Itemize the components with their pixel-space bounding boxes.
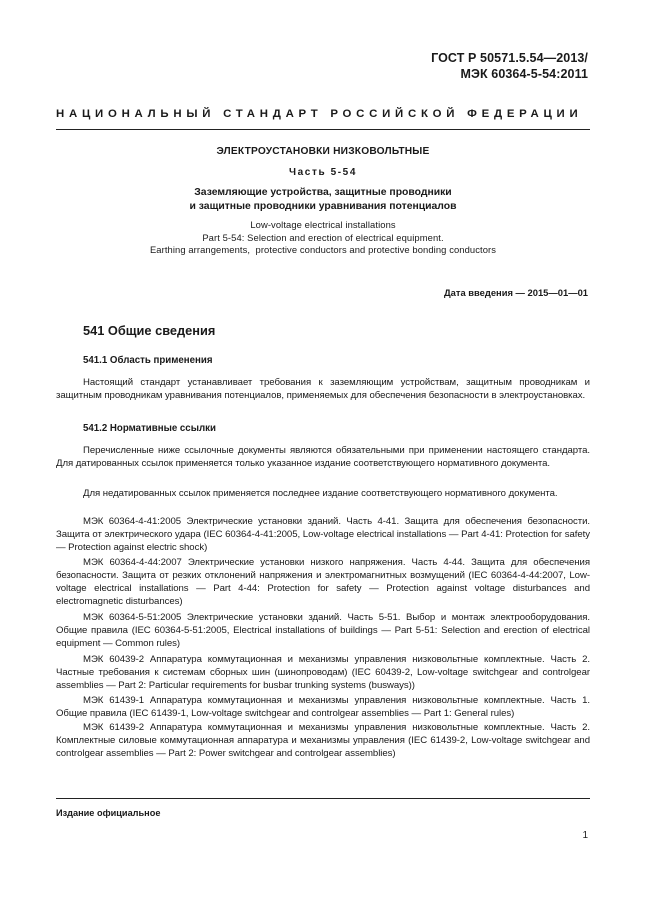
section-heading: 541 Общие сведения — [83, 323, 216, 338]
subtitle-line1: Заземляющие устройства, защитные проводники — [194, 187, 452, 198]
page-number: 1 — [582, 830, 588, 841]
header-divider — [56, 129, 590, 130]
title-main: ЭЛЕКТРОУСТАНОВКИ НИЗКОВОЛЬТНЫЕ — [216, 146, 430, 157]
footer-divider — [56, 798, 590, 799]
paragraph: Для недатированных ссылок применяется последнее издание соответствующего нормативного документа. — [83, 488, 558, 499]
paragraph: МЭК 61439-1 Аппаратура коммутационная и механизмы управления низковольтные комплектные. Часть 1. Общие правила (IEC 61439-1, Low-voltage switchgear and controlgear assemblies — Part 1: General rules) — [56, 695, 590, 720]
edition-label: Издание официальное — [56, 808, 161, 818]
title-part: Часть 5-54 — [289, 167, 357, 178]
title-en-line2: Part 5-54: Selection and erection of electrical equipment. — [202, 231, 444, 243]
paragraph-scope: Настоящий стандарт устанавливает требования к заземляющим устройствам, защитным проводникам и защитным проводникам уравнивания потенциалов, применяемых для обеспечения безопасности в электроустановках. — [56, 377, 590, 402]
paragraph: Перечисленные ниже ссылочные документы являются обязательными при применении настоящего стандарта. Для датированных ссылок применяется только указанное издание соответствующего нормативного документа. — [56, 445, 590, 470]
subsection-heading-references: 541.2 Нормативные ссылки — [83, 423, 216, 434]
intro-date: Дата введения — 2015—01—01 — [443, 287, 588, 298]
paragraph: МЭК 60364-4-44:2007 Электрические установки низкого напряжения. Часть 4-44. Защита для обеспечения безопасности. Защита от резких отклонений напряжения и электромагнитных возмущений (IEC 60364-4-44:2007, Low-voltage electrical installations — Part 4-44: Protection for safety — Protection against voltage disturbances and electromagnetic disturbances) — [56, 557, 590, 608]
paragraph: МЭК 60439-2 Аппаратура коммутационная и механизмы управления низковольтные комплектные. Часть 2. Частные требования к системам сборных шин (шинопроводам) (IEC 60439-2, Low-voltage switchgear and controlgear assemblies — Part 2: Particular requirements for busbar trunking systems (busways)) — [56, 654, 590, 692]
doc-number-line2: МЭК 60364-5-54:2011 — [460, 67, 588, 81]
title-en-line3: Earthing arrangements, protective conductors and protective bonding conductors — [149, 244, 497, 255]
title-subtitle — [56, 186, 590, 214]
paragraph: МЭК 61439-2 Аппаратура коммутационная и механизмы управления низковольтные комплектные. Часть 2. Комплектные силовые коммутационная аппаратура и механизмы управления (IEC 61439-2, Low-voltage switchgear and controlgear assemblies — Part 2: Power switchgear and controlgear assemblies) — [56, 722, 590, 760]
title-english — [56, 219, 590, 257]
title-block — [56, 145, 590, 257]
subtitle-line2: и защитные проводники уравнивания потенциалов — [189, 201, 457, 212]
national-standard-title: НАЦИОНАЛЬНЫЙ СТАНДАРТ РОССИЙСКОЙ ФЕДЕРАЦИИ — [56, 108, 583, 120]
title-en-line1: Low-voltage electrical installations — [250, 219, 396, 230]
paragraph: МЭК 60364-5-51:2005 Электрические установки зданий. Часть 5-51. Выбор и монтаж электрооборудования. Общие правила (IEC 60364-5-51:2005, Electrical installations of buildings — Part 5-51: Selection and erection of electrical equipment — Common rules) — [56, 612, 590, 650]
document-number — [431, 50, 588, 82]
doc-number-line1: ГОСТ Р 50571.5.54—2013/ — [431, 51, 588, 65]
paragraph: МЭК 60364-4-41:2005 Электрические установки зданий. Часть 4-41. Защита для обеспечения безопасности. Защита от электрического удара (IEC 60364-4-41:2005, Low-voltage electrical installations — Part 4-41: Protection for safety — Protection against electric shock) — [56, 516, 590, 554]
subsection-heading-scope: 541.1 Область применения — [83, 355, 213, 366]
